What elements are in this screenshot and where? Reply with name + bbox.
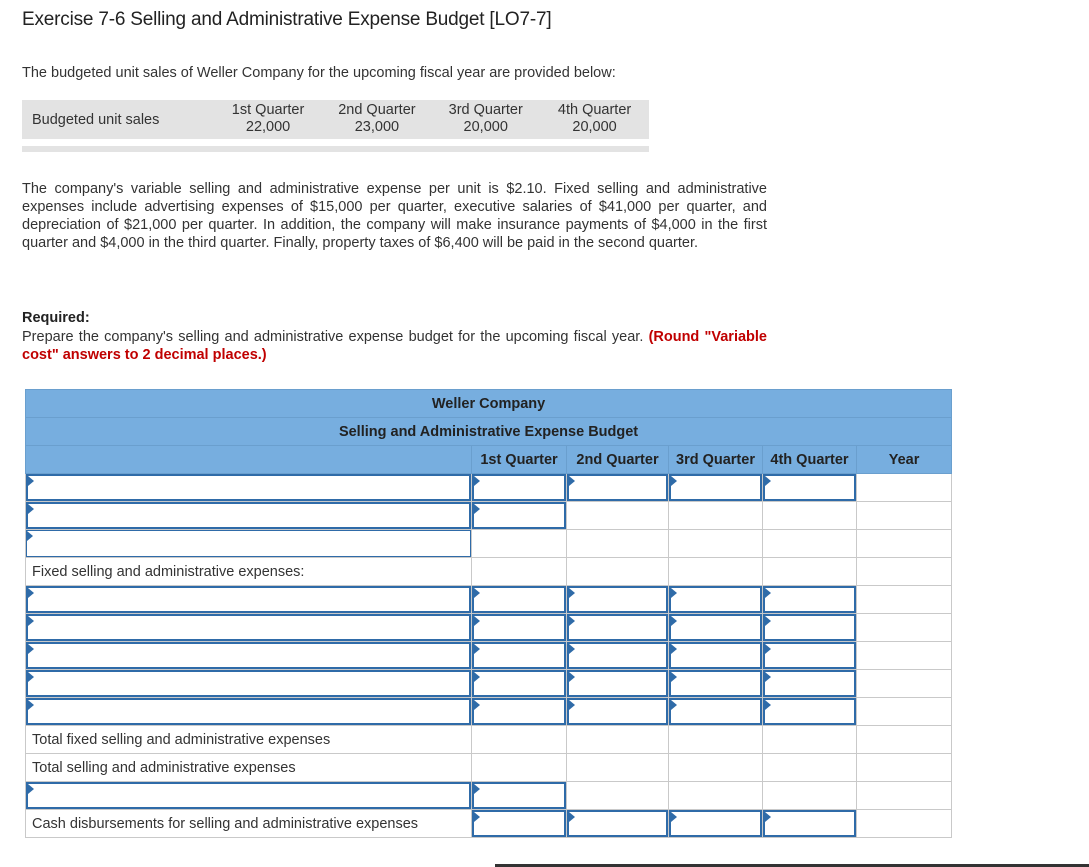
required-text: Prepare the company's selling and administrative expense budget for the upcoming fiscal year. (Round "Variable cost" answers to 2 decimal places.) xyxy=(22,329,767,363)
fixed1-q1-input[interactable] xyxy=(472,586,566,613)
row1-q1-cell xyxy=(472,474,567,502)
table-row xyxy=(26,754,952,782)
table-row xyxy=(26,698,952,726)
row2-q2-cell xyxy=(567,502,669,530)
given-table-footer xyxy=(22,146,649,152)
cash-q3-input[interactable] xyxy=(669,810,762,837)
given-q1: 1st Quarter 22,000 xyxy=(214,100,323,139)
fixed2-q2-input[interactable] xyxy=(567,614,668,641)
fixed5-q3-input[interactable] xyxy=(669,698,762,725)
fixed1-q4-input[interactable] xyxy=(763,586,856,613)
row2-label-cell xyxy=(26,502,472,530)
fixed3-label-input[interactable] xyxy=(26,642,471,669)
row1-year-cell xyxy=(857,474,952,502)
fixed3-q2-input[interactable] xyxy=(567,642,668,669)
total-all-label: Total selling and administrative expenses xyxy=(26,754,472,782)
row1-q2-cell xyxy=(567,474,669,502)
fixed1-label-input[interactable] xyxy=(26,586,471,613)
rounding-note: (Round "Variable cost" answers to 2 decimal places.) xyxy=(22,329,767,363)
col-q1: 1st Quarter xyxy=(472,446,567,474)
intro-text: The budgeted unit sales of Weller Company for the upcoming fiscal year are provided below: xyxy=(22,65,616,81)
fixed2-q4-input[interactable] xyxy=(763,614,856,641)
exercise-title: Exercise 7-6 Selling and Administrative Expense Budget [LO7-7] xyxy=(22,9,552,30)
budget-worksheet xyxy=(25,389,952,838)
row2-q3-cell xyxy=(669,502,763,530)
row1-q2-input[interactable] xyxy=(567,474,668,501)
fixed5-q1-input[interactable] xyxy=(472,698,566,725)
given-q3: 3rd Quarter 20,000 xyxy=(431,100,540,139)
row2-q4-cell xyxy=(763,502,857,530)
table-row xyxy=(26,474,952,502)
fixed5-q2-input[interactable] xyxy=(567,698,668,725)
row2-q1-cell xyxy=(472,502,567,530)
row1-q1-input[interactable] xyxy=(472,474,566,501)
fixed3-q4-input[interactable] xyxy=(763,642,856,669)
fixed5-label-input[interactable] xyxy=(26,698,471,725)
budget-company-name: Weller Company xyxy=(26,390,952,418)
table-row xyxy=(26,558,952,586)
table-row xyxy=(26,530,952,558)
table-row xyxy=(26,670,952,698)
fixed-expenses-label: Fixed selling and administrative expenses: xyxy=(26,558,472,586)
cash-q4-input[interactable] xyxy=(763,810,856,837)
given-row-label: Budgeted unit sales xyxy=(22,100,214,139)
fixed3-q3-input[interactable] xyxy=(669,642,762,669)
row2-label-input[interactable] xyxy=(26,502,471,529)
fixed4-q4-input[interactable] xyxy=(763,670,856,697)
row1-label-input[interactable] xyxy=(26,474,471,501)
row3-label-input[interactable] xyxy=(26,530,471,557)
table-row xyxy=(26,726,952,754)
row1-q3-cell xyxy=(669,474,763,502)
col-q3: 3rd Quarter xyxy=(669,446,763,474)
fixed3-q1-input[interactable] xyxy=(472,642,566,669)
fixed4-label-input[interactable] xyxy=(26,670,471,697)
row1-q4-cell xyxy=(763,474,857,502)
cash-q2-input[interactable] xyxy=(567,810,668,837)
row2-q1-input[interactable] xyxy=(472,502,566,529)
fixed4-q3-input[interactable] xyxy=(669,670,762,697)
budget-subtitle: Selling and Administrative Expense Budget xyxy=(26,418,952,446)
cash-disbursements-label: Cash disbursements for selling and administrative expenses xyxy=(26,810,472,838)
row1-q3-input[interactable] xyxy=(669,474,762,501)
given-q2: 2nd Quarter 23,000 xyxy=(322,100,431,139)
fixed4-q2-input[interactable] xyxy=(567,670,668,697)
row3-label-cell xyxy=(26,530,472,558)
row2-year-cell xyxy=(857,502,952,530)
total-fixed-label: Total fixed selling and administrative expenses xyxy=(26,726,472,754)
given-q4: 4th Quarter 20,000 xyxy=(540,100,649,139)
problem-paragraph: The company's variable selling and administrative expense per unit is $2.10. Fixed selling and administrative expenses include advertising expenses of $15,000 per quarter, executive salaries of $41,000 per quarter, and depreciation of $21,000 per quarter. In addition, the company will make insurance payments of $4,000 in the first quarter and $4,000 in the third quarter. Finally, property taxes of $6,400 will be paid in the second quarter. xyxy=(22,181,767,251)
table-row xyxy=(26,614,952,642)
fixed2-q3-input[interactable] xyxy=(669,614,762,641)
col-year: Year xyxy=(857,446,952,474)
fixed1-q2-input[interactable] xyxy=(567,586,668,613)
given-data-table xyxy=(22,100,649,139)
less-q1-input[interactable] xyxy=(472,782,566,809)
cash-q1-input[interactable] xyxy=(472,810,566,837)
table-row xyxy=(26,782,952,810)
required-heading: Required: xyxy=(22,310,90,326)
fixed1-q3-input[interactable] xyxy=(669,586,762,613)
col-q2: 2nd Quarter xyxy=(567,446,669,474)
row1-label-cell xyxy=(26,474,472,502)
fixed5-q4-input[interactable] xyxy=(763,698,856,725)
fixed2-label-input[interactable] xyxy=(26,614,471,641)
table-row xyxy=(26,810,952,838)
row1-q4-input[interactable] xyxy=(763,474,856,501)
table-row xyxy=(26,642,952,670)
header-blank xyxy=(26,446,472,474)
col-q4: 4th Quarter xyxy=(763,446,857,474)
table-row xyxy=(26,502,952,530)
fixed4-q1-input[interactable] xyxy=(472,670,566,697)
less-label-input[interactable] xyxy=(26,782,471,809)
table-row xyxy=(26,586,952,614)
fixed2-q1-input[interactable] xyxy=(472,614,566,641)
